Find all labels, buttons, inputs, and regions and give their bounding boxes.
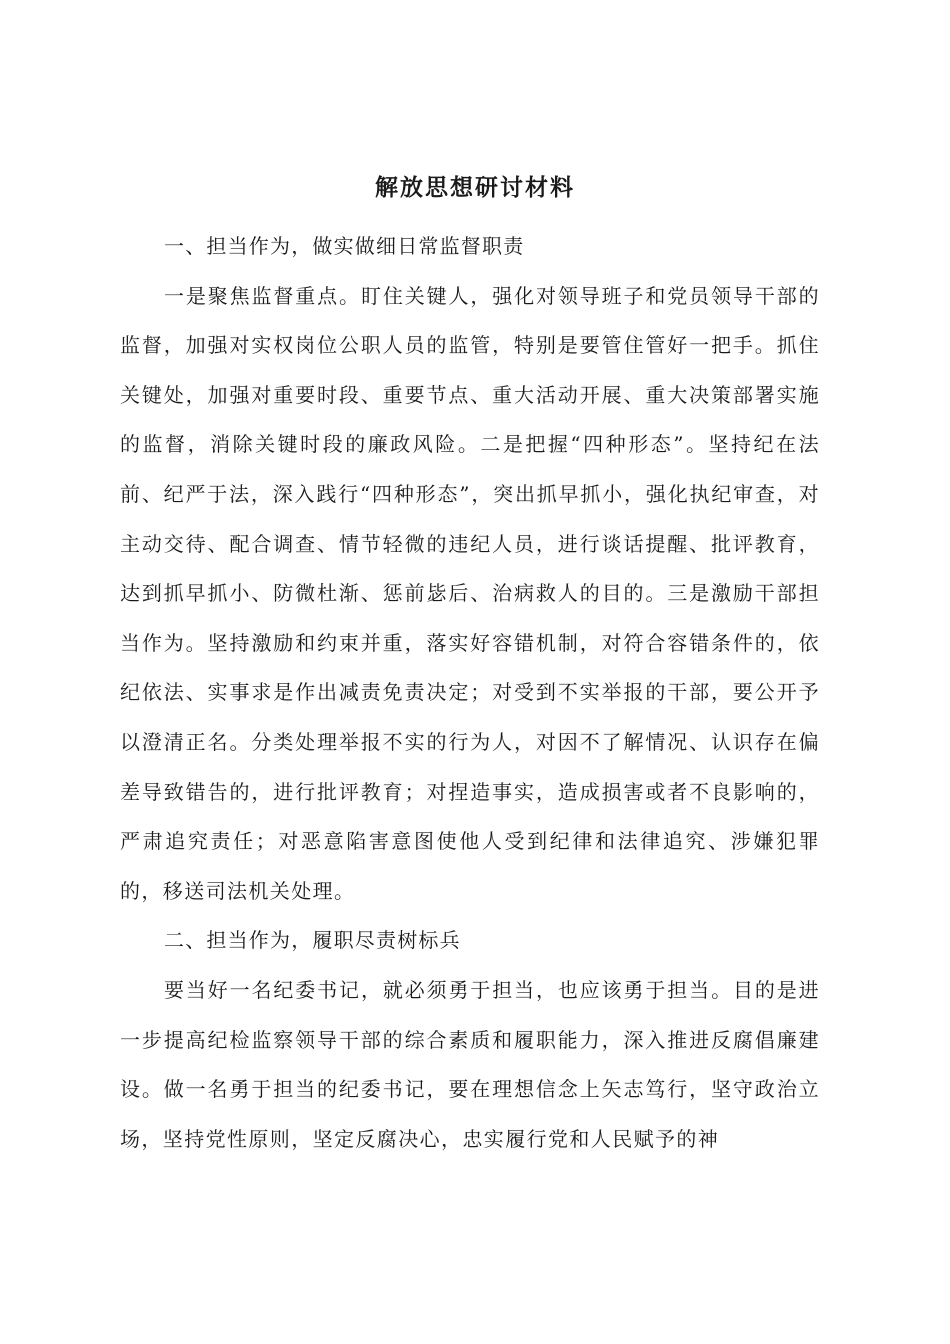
document-body: [120, 222, 820, 1164]
section-2-paragraph: 要当好一名纪委书记，就必须勇于担当，也应该勇于担当。目的是进一步提高纪检监察领导干部的综合素质和履职能力，深入推进反腐倡廉建设。做一名勇于担当的纪委书记，要在理想信念上矢志笃行，坚守政治立场，坚持党性原则，坚定反腐决心，忠实履行党和人民赋予的神: [120, 977, 820, 1151]
section-2-heading: 二、担当作为，履职尽责树标兵: [164, 928, 461, 953]
section-1-heading: 一、担当作为，做实做细日常监督职责: [164, 234, 525, 258]
section-1-paragraph: 一是聚焦监督重点。盯住关键人，强化对领导班子和党员领导干部的监督，加强对实权岗位公职人员的监管，特别是要管住管好一把手。抓住关键处，加强对重要时段、重要节点、重大活动开展、重大决策部署实施的监督，消除关键时段的廉政风险。二是把握“四种形态”。坚持纪在法前、纪严于法，深入践行“四种形态”，突出抓早抓小，强化执纪审查，对主动交待、配合调查、情节轻微的违纪人员，进行谈话提醒、批评教育，达到抓早抓小、防微杜渐、惩前毖后、治病救人的目的。三是激励干部担当作为。坚持激励和约束并重，落实好容错机制，对符合容错条件的，依纪依法、实事求是作出减责免责决定；对受到不实举报的干部，要公开予以澄清正名。分类处理举报不实的行为人，对因不了解情况、认识存在偏差导致错告的，进行批评教育；对捏造事实，造成损害或者不良影响的，严肃追究责任；对恶意陷害意图使他人受到纪律和法律追究、涉嫌犯罪的，移送司法机关处理。: [120, 283, 820, 903]
document-title: 解放思想研讨材料: [375, 174, 575, 201]
